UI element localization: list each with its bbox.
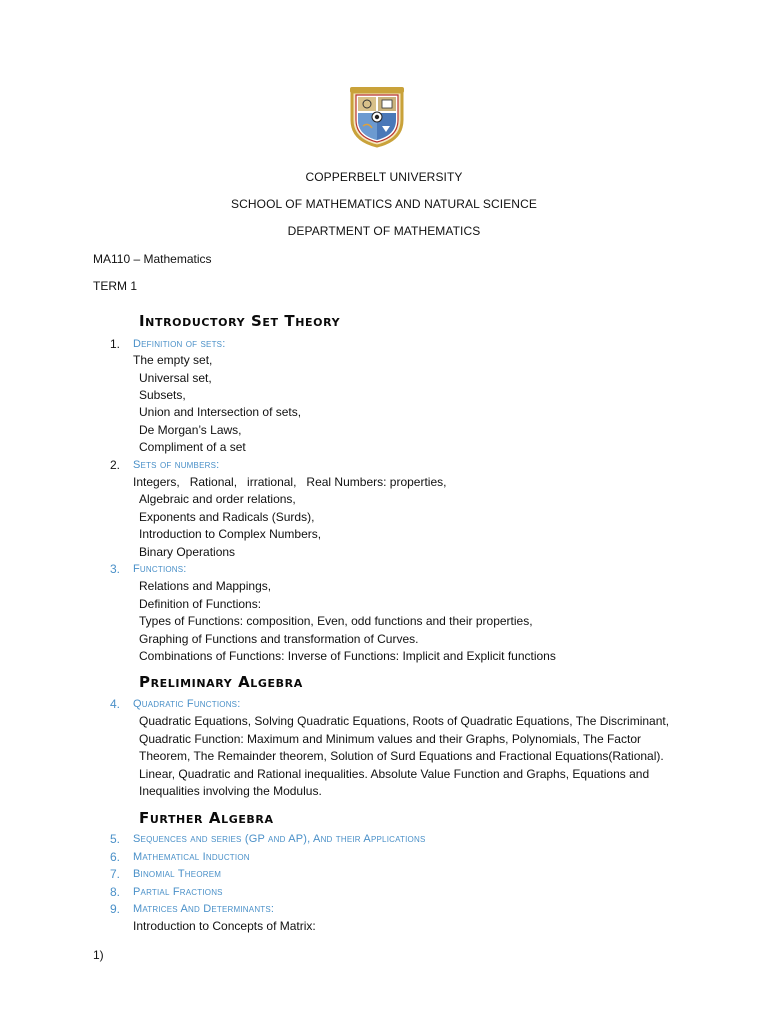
topic-line: Types of Functions: composition, Even, odd functions and their properties, — [139, 614, 533, 628]
topic-line: Subsets, — [139, 388, 186, 402]
item-number: 4. — [110, 697, 121, 711]
topic-line: Definition of Functions: — [139, 597, 262, 611]
subheading-matrices-and-determinants: Matrices And Determinants: — [133, 903, 275, 915]
topic-line: Universal set, — [139, 371, 212, 385]
university-crest-icon — [348, 86, 406, 148]
subheading-mathematical-induction: Mathematical Induction — [133, 851, 250, 863]
subheading-partial-fractions: Partial Fractions — [133, 886, 223, 898]
item-number: 2. — [110, 458, 121, 472]
subheading-sets-of-numbers: Sets of numbers: — [133, 459, 220, 471]
topic-line: Introduction to Concepts of Matrix: — [133, 919, 316, 933]
topic-line: Compliment of a set — [139, 440, 246, 454]
item-number: 7. — [110, 867, 121, 881]
topic-line: The empty set, — [133, 353, 213, 367]
university-name: COPPERBELT UNIVERSITY — [305, 170, 463, 184]
topic-line: Combinations of Functions: Inverse of Functions: Implicit and Explicit functions — [139, 649, 556, 663]
subheading-definition-of-sets: Definition of sets: — [133, 338, 226, 350]
item-number: 9. — [110, 902, 121, 916]
page-marker: 1) — [93, 948, 104, 962]
item-number: 5. — [110, 832, 121, 846]
school-name: SCHOOL OF MATHEMATICS AND NATURAL SCIENCE — [231, 197, 537, 211]
subheading-quadratic-functions: Quadratic Functions: — [133, 698, 241, 710]
topic-line: Integers, Rational, irrational, Real Numbers: properties, — [133, 475, 447, 489]
subheading-binomial-theorem: Binomial Theorem — [133, 868, 222, 880]
topic-line: Algebraic and order relations, — [139, 492, 296, 506]
subheading-functions: Functions: — [133, 563, 187, 575]
section-heading-further-algebra: Further Algebra — [139, 809, 274, 827]
course-code: MA110 – Mathematics — [93, 252, 212, 266]
topic-line: Exponents and Radicals (Surds), — [139, 510, 315, 524]
term-label: TERM 1 — [93, 279, 138, 293]
department-name: DEPARTMENT OF MATHEMATICS — [287, 224, 481, 238]
topic-line: Graphing of Functions and transformation of Curves. — [139, 632, 419, 646]
topic-line: Relations and Mappings, — [139, 579, 272, 593]
topic-paragraph: Quadratic Equations, Solving Quadratic Equations, Roots of Quadratic Equations, The Discriminant, Quadratic Function: Maximum and Minimum values and their Graphs, Polynomials, The Factor Theorem, The Remainder theorem, Solution of Surd Equations and Fractional Equations(Rational). Linear, Quadratic and Rational inequalities. Absolute Value Function and Graphs, Equations and Inequalities involving the Modulus. — [139, 714, 670, 798]
topic-line: Binary Operations — [139, 545, 236, 559]
section-heading-set-theory: Introductory Set Theory — [139, 312, 341, 330]
topic-line: De Morgan’s Laws, — [139, 423, 242, 437]
item-number: 3. — [110, 562, 121, 576]
item-number: 1. — [110, 337, 121, 351]
item-number: 6. — [110, 850, 121, 864]
topic-line: Union and Intersection of sets, — [139, 405, 302, 419]
section-heading-preliminary-algebra: Preliminary Algebra — [139, 673, 303, 691]
subheading-sequences-and-series: Sequences and series (GP and AP), And their Applications — [133, 833, 426, 845]
item-number: 8. — [110, 885, 121, 899]
topic-line: Introduction to Complex Numbers, — [139, 527, 322, 541]
